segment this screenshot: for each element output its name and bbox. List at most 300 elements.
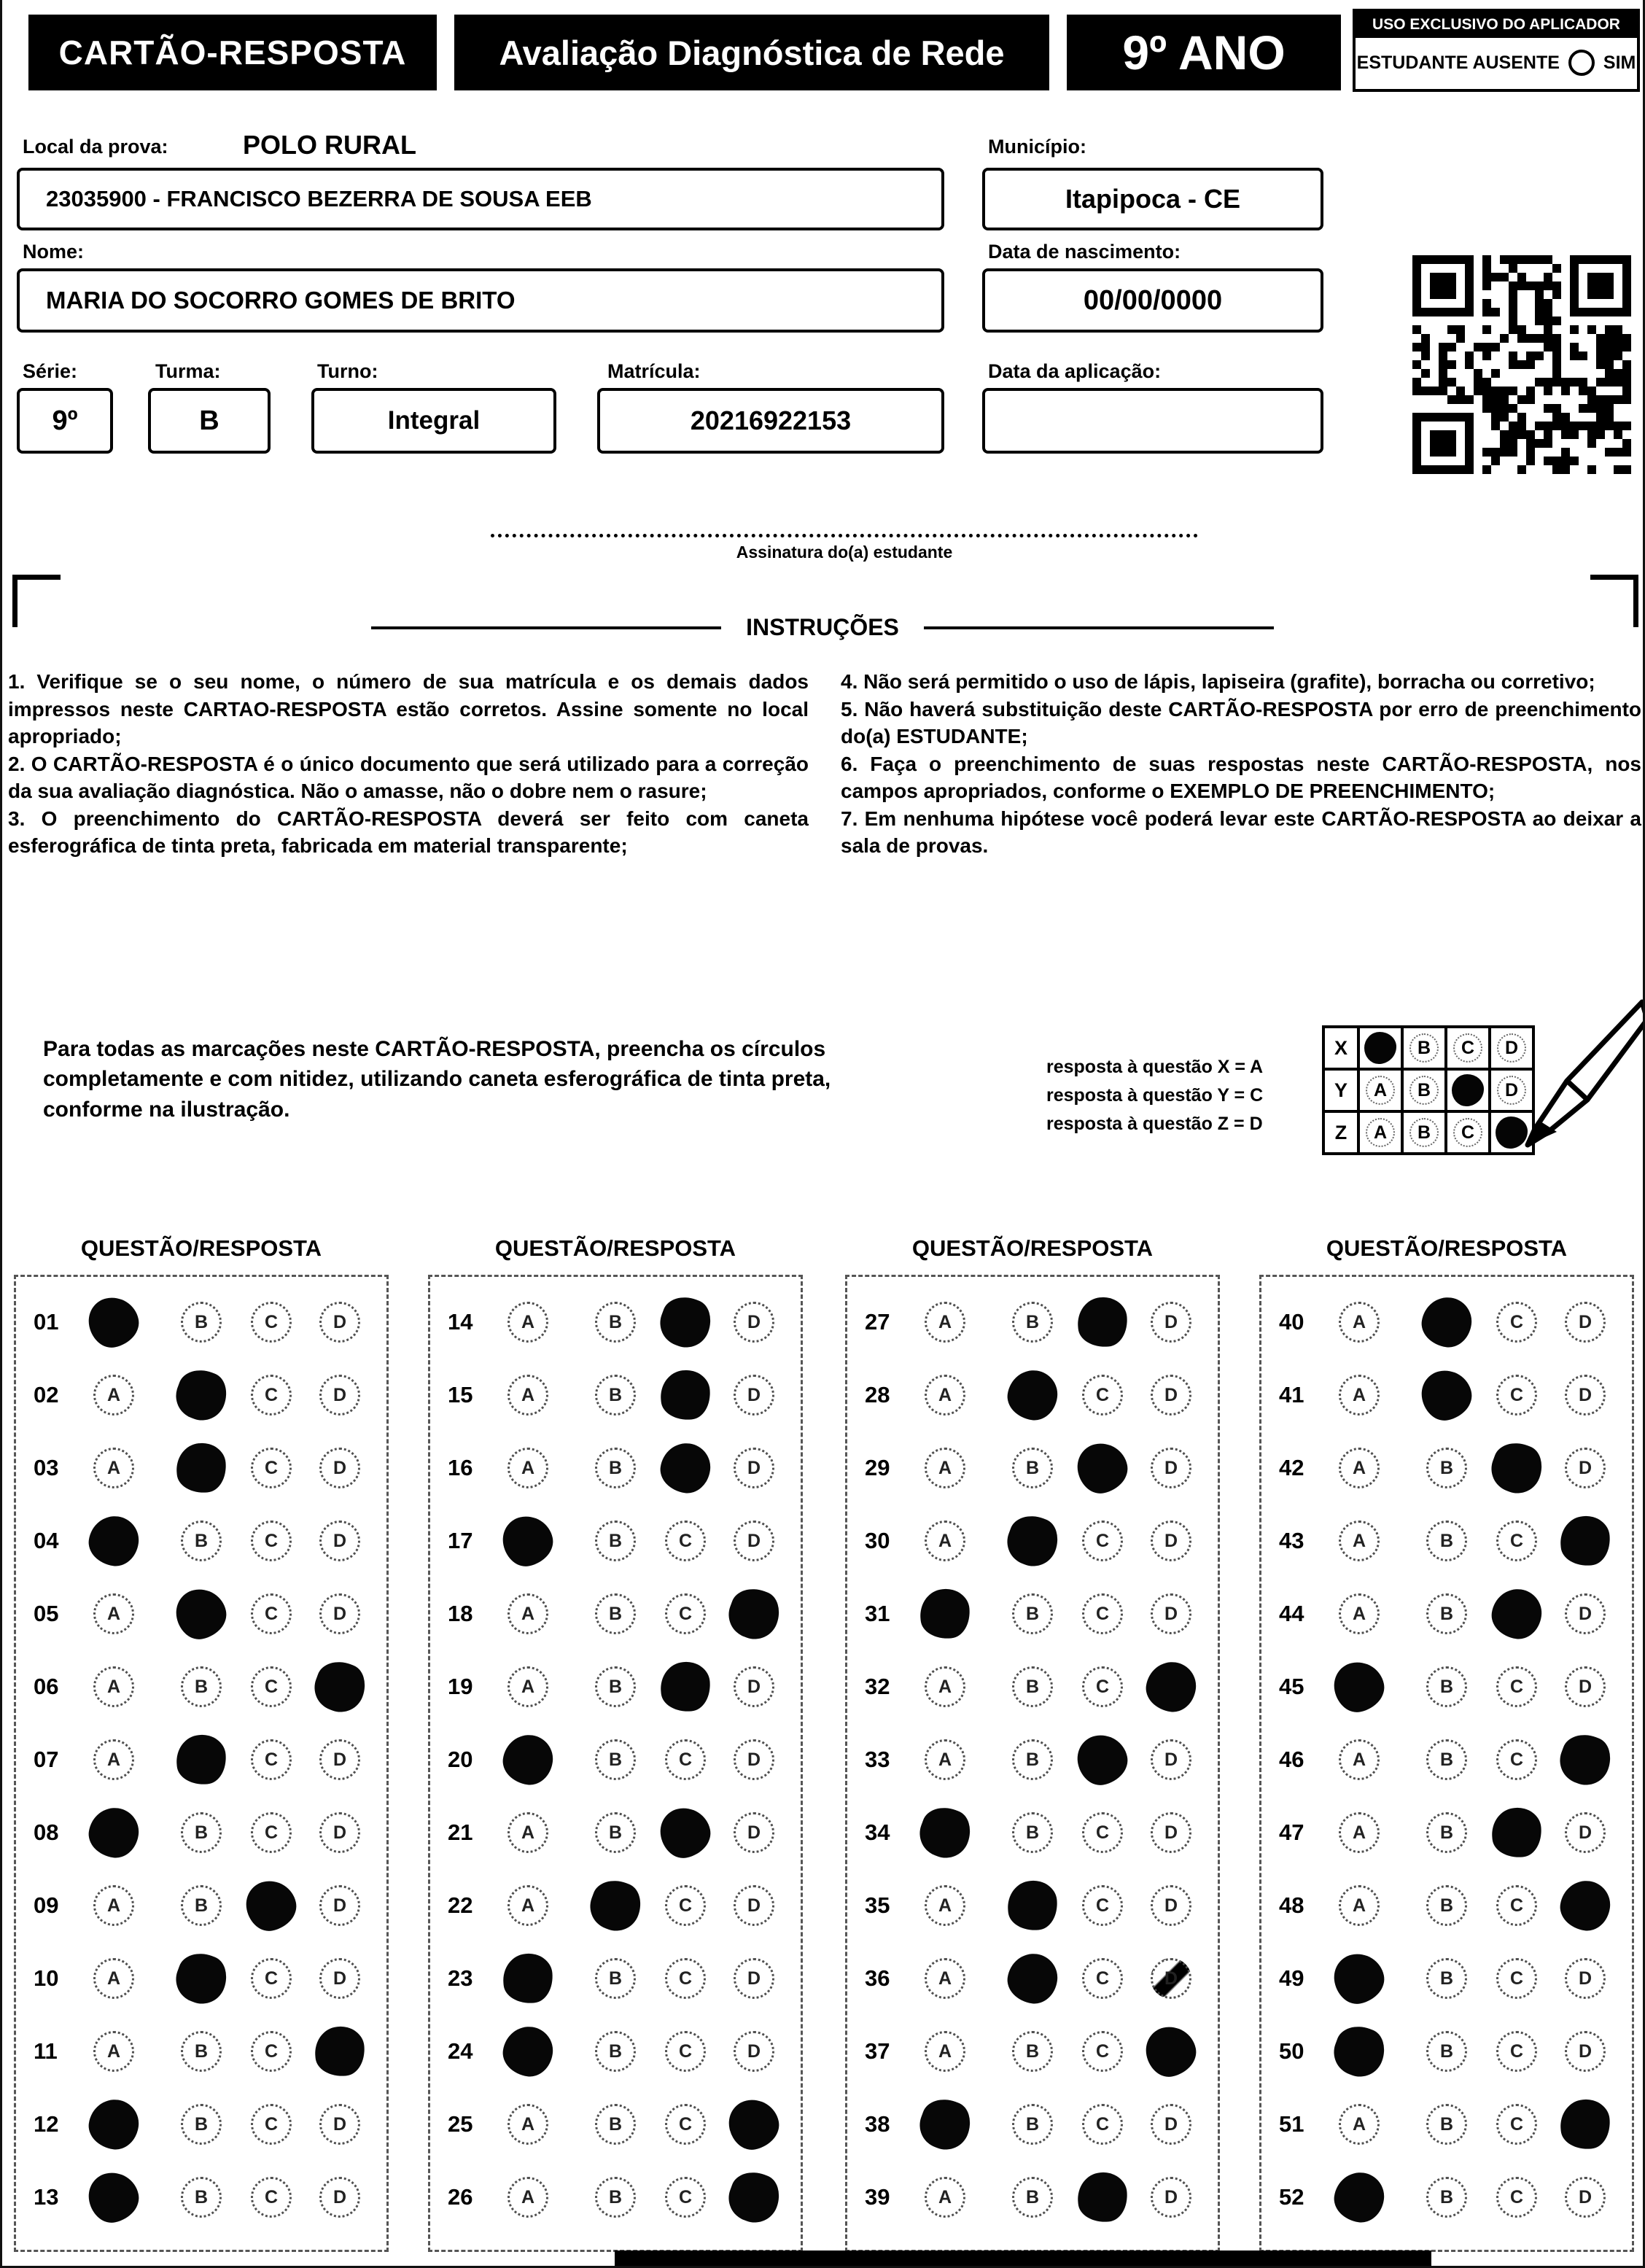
answer-bubble[interactable]: B xyxy=(181,1885,222,1926)
question-number: 12 xyxy=(34,2111,59,2137)
answer-bubble[interactable]: A xyxy=(508,2177,548,2218)
answer-bubble[interactable]: D xyxy=(1565,1958,1606,1999)
filled-answer-bubble[interactable] xyxy=(722,1582,785,1645)
student-absent-option: SIM xyxy=(1603,52,1636,73)
answer-bubble[interactable]: A xyxy=(1339,1521,1380,1561)
filled-answer-bubble[interactable] xyxy=(86,1513,142,1569)
answer-bubble[interactable]: C xyxy=(251,2031,292,2072)
filled-answer-bubble[interactable] xyxy=(658,1440,714,1496)
question-number: 05 xyxy=(34,1601,59,1626)
filled-answer-bubble[interactable] xyxy=(169,1946,233,2010)
question-number: 52 xyxy=(1279,2184,1304,2210)
answer-bubble[interactable]: C xyxy=(1082,1666,1123,1707)
answer-bubble[interactable]: A xyxy=(1339,1739,1380,1780)
answer-bubble[interactable]: D xyxy=(1565,1448,1606,1488)
answer-column-header: QUESTÃO/RESPOSTA xyxy=(80,1235,322,1261)
answer-bubble[interactable]: B xyxy=(1012,1448,1053,1488)
answer-bubble[interactable]: B xyxy=(595,1521,636,1561)
answer-column-box xyxy=(1259,1275,1634,2252)
answer-bubble[interactable]: B xyxy=(595,1302,636,1343)
answer-bubble[interactable]: A xyxy=(508,1448,548,1488)
answer-bubble[interactable]: D xyxy=(734,1812,774,1853)
answer-bubble[interactable]: A xyxy=(508,1666,548,1707)
answer-bubble[interactable]: C xyxy=(251,1666,292,1707)
question-number: 45 xyxy=(1279,1674,1304,1699)
answer-bubble[interactable]: C xyxy=(1082,1375,1123,1415)
local-value: POLO RURAL xyxy=(243,130,416,160)
answer-bubble[interactable]: B xyxy=(595,1739,636,1780)
filled-answer-bubble[interactable] xyxy=(174,1733,228,1787)
answer-bubble[interactable]: C xyxy=(251,2177,292,2218)
signature-label: Assinatura do(a) estudante xyxy=(736,543,953,562)
option-letter: A xyxy=(1366,1118,1395,1147)
answer-bubble[interactable]: A xyxy=(925,1885,965,1926)
question-number: 13 xyxy=(34,2184,59,2210)
answer-bubble[interactable]: C xyxy=(1496,2031,1537,2072)
answer-bubble[interactable]: A xyxy=(925,1739,965,1780)
answer-bubble[interactable]: B xyxy=(1012,2177,1053,2218)
answer-bubble[interactable]: C xyxy=(1496,2104,1537,2145)
answer-bubble[interactable]: B xyxy=(1012,1739,1053,1780)
scan-bottom-bar xyxy=(615,2250,1431,2267)
answer-bubble[interactable]: C xyxy=(1496,2177,1537,2218)
answer-bubble[interactable]: B xyxy=(1426,2177,1467,2218)
filled-answer-bubble[interactable] xyxy=(583,1873,647,1937)
option-letter: C xyxy=(1453,1033,1482,1063)
answer-bubble[interactable]: B xyxy=(595,1958,636,1999)
filled-answer-bubble[interactable] xyxy=(1330,1949,1389,2008)
answer-bubble[interactable]: A xyxy=(93,2031,134,2072)
question-number: 07 xyxy=(34,1747,59,1772)
answer-column xyxy=(845,1235,1220,2252)
answer-bubble[interactable]: B xyxy=(181,1302,222,1343)
answer-bubble[interactable]: B xyxy=(1012,1812,1053,1853)
turno-value: Integral xyxy=(387,406,481,435)
answer-bubble[interactable]: B xyxy=(1426,1666,1467,1707)
answer-bubble[interactable]: D xyxy=(1565,1812,1606,1853)
student-absent-label: ESTUDANTE AUSENTE xyxy=(1356,52,1560,73)
question-number: 14 xyxy=(448,1309,473,1335)
instruction-item: 1. Verifique se o seu nome, o número de sua matrícula e os demais dados impressos neste CARTAO-RESPOSTA estão corretos. Assine somente no local apropriado; xyxy=(8,670,809,748)
answer-bubble[interactable]: C xyxy=(251,1448,292,1488)
answer-bubble[interactable]: D xyxy=(734,1739,774,1780)
option-letter: D xyxy=(1497,1076,1526,1105)
question-row xyxy=(430,2015,801,2088)
answer-bubble[interactable]: C xyxy=(251,1593,292,1634)
answer-bubble[interactable]: A xyxy=(508,1812,548,1853)
answer-bubble[interactable]: C xyxy=(1082,2031,1123,2072)
answer-bubble[interactable]: A xyxy=(508,1375,548,1415)
answer-bubble[interactable]: B xyxy=(595,2031,636,2072)
filled-answer-bubble[interactable] xyxy=(913,2092,976,2156)
answer-bubble[interactable]: D xyxy=(1151,1375,1191,1415)
answer-bubble[interactable]: A xyxy=(508,1593,548,1634)
answer-bubble[interactable]: B xyxy=(181,1666,222,1707)
answer-bubble[interactable]: A xyxy=(1339,1302,1380,1343)
answer-bubble[interactable]: C xyxy=(1082,1812,1123,1853)
question-number: 48 xyxy=(1279,1892,1304,1918)
answer-bubble[interactable]: B xyxy=(595,1593,636,1634)
sheet-title: CARTÃO-RESPOSTA xyxy=(28,15,437,90)
filled-answer-bubble[interactable] xyxy=(1490,1806,1544,1860)
answer-bubble[interactable]: A xyxy=(93,1666,134,1707)
answer-bubble[interactable]: A xyxy=(925,2031,965,2072)
filled-answer-bubble[interactable] xyxy=(169,1363,233,1426)
answer-bubble[interactable]: D xyxy=(734,2031,774,2072)
answer-bubble[interactable]: B xyxy=(595,1448,636,1488)
answer-bubble[interactable]: B xyxy=(1012,1593,1053,1634)
question-row xyxy=(430,1869,801,1942)
answer-bubble[interactable]: C xyxy=(1082,2104,1123,2145)
answer-bubble[interactable]: C xyxy=(665,2177,706,2218)
answer-bubble[interactable]: D xyxy=(319,1302,360,1343)
answer-bubble[interactable]: D xyxy=(319,1739,360,1780)
question-number: 21 xyxy=(448,1820,473,1845)
answer-bubble[interactable]: B xyxy=(595,1375,636,1415)
answer-bubble[interactable]: B xyxy=(1426,1812,1467,1853)
question-number: 20 xyxy=(448,1747,473,1772)
answer-bubble[interactable]: B xyxy=(181,1521,222,1561)
answer-bubble[interactable]: A xyxy=(925,1666,965,1707)
answer-bubble[interactable]: A xyxy=(925,1302,965,1343)
answer-bubble[interactable]: B xyxy=(181,1812,222,1853)
answer-bubble[interactable]: C xyxy=(1496,1739,1537,1780)
question-number: 49 xyxy=(1279,1965,1304,1991)
answer-bubble[interactable]: D xyxy=(1565,1593,1606,1634)
question-number: 04 xyxy=(34,1528,59,1553)
scribbled-answer-bubble[interactable]: D xyxy=(1151,1958,1191,1999)
answer-bubble[interactable]: C xyxy=(1082,1885,1123,1926)
filled-answer-bubble[interactable] xyxy=(172,1585,231,1644)
answer-bubble[interactable]: C xyxy=(251,2104,292,2145)
instructions-body xyxy=(8,668,1641,860)
answer-bubble[interactable]: D xyxy=(1151,1593,1191,1634)
filled-answer-bubble[interactable] xyxy=(313,2024,367,2078)
answer-bubble[interactable]: A xyxy=(93,1739,134,1780)
filled-answer-bubble[interactable] xyxy=(85,1293,144,1352)
filled-answer-bubble[interactable] xyxy=(1558,2097,1612,2151)
answer-bubble[interactable]: A xyxy=(508,2104,548,2145)
answer-bubble[interactable]: C xyxy=(665,1885,706,1926)
filled-answer-bubble[interactable] xyxy=(725,2095,784,2154)
answer-bubble[interactable]: B xyxy=(1012,2031,1053,2072)
fill-example-cell xyxy=(1402,1027,1446,1069)
answer-bubble[interactable]: A xyxy=(1339,1375,1380,1415)
turno-label: Turno: xyxy=(317,360,378,382)
question-row xyxy=(847,1869,1218,1942)
answer-bubble[interactable]: D xyxy=(1565,1375,1606,1415)
answer-bubble[interactable]: C xyxy=(1496,1521,1537,1561)
question-number: 11 xyxy=(34,2038,58,2064)
question-row xyxy=(16,1723,386,1796)
answer-bubble[interactable]: D xyxy=(1151,1521,1191,1561)
answer-bubble[interactable]: C xyxy=(665,2031,706,2072)
question-number: 31 xyxy=(865,1601,890,1626)
instructions-title: INSTRUÇÕES xyxy=(746,614,899,640)
answer-bubble[interactable]: A xyxy=(93,1375,134,1415)
answer-bubble[interactable]: C xyxy=(251,1958,292,1999)
local-label: Local da prova: xyxy=(23,136,168,158)
answer-bubble[interactable]: B xyxy=(1012,1302,1053,1343)
filled-answer-bubble[interactable] xyxy=(1419,1294,1475,1351)
answer-bubble[interactable]: D xyxy=(1151,2177,1191,2218)
fill-example-cell xyxy=(1402,1111,1446,1154)
question-row xyxy=(16,2015,386,2088)
answer-bubble[interactable]: D xyxy=(1565,2031,1606,2072)
filled-answer-bubble[interactable] xyxy=(1076,1295,1129,1349)
question-row xyxy=(16,1650,386,1723)
answer-bubble[interactable]: B xyxy=(595,1812,636,1853)
question-row xyxy=(1261,1869,1632,1942)
filled-answer-bubble[interactable] xyxy=(1558,1514,1612,1568)
filled-answer-bubble[interactable] xyxy=(1073,1731,1132,1790)
filled-answer-bubble[interactable] xyxy=(1418,1366,1477,1425)
filled-answer-bubble[interactable] xyxy=(1000,1509,1064,1572)
applicator-exclusive-box xyxy=(1353,9,1640,92)
filled-answer-bubble[interactable] xyxy=(1006,1879,1059,1933)
question-row xyxy=(430,1650,801,1723)
question-row xyxy=(430,1504,801,1577)
question-number: 35 xyxy=(865,1892,890,1918)
answer-bubble[interactable]: D xyxy=(1151,1812,1191,1853)
question-row xyxy=(16,1796,386,1869)
answer-bubble[interactable]: A xyxy=(1339,1812,1380,1853)
filled-answer-bubble[interactable] xyxy=(242,1876,301,1935)
signature-line[interactable] xyxy=(491,534,1198,537)
answer-bubble[interactable]: C xyxy=(251,1302,292,1343)
answer-bubble[interactable]: D xyxy=(319,1812,360,1853)
divider-line xyxy=(371,626,721,629)
option-letter: D xyxy=(1497,1033,1526,1063)
answer-bubble[interactable]: C xyxy=(665,1593,706,1634)
answer-bubble[interactable]: B xyxy=(1426,1521,1467,1561)
filled-answer-bubble[interactable] xyxy=(1553,1728,1617,1791)
answer-bubble[interactable]: A xyxy=(1339,1448,1380,1488)
fill-example-row-label: Y xyxy=(1323,1069,1358,1111)
answer-bubble[interactable]: B xyxy=(1012,1666,1053,1707)
answer-bubble[interactable]: D xyxy=(734,1958,774,1999)
filled-answer-bubble[interactable] xyxy=(86,1805,142,1861)
divider-line xyxy=(924,626,1274,629)
filled-answer-bubble[interactable] xyxy=(1489,1586,1545,1642)
answer-bubble[interactable]: A xyxy=(93,1448,134,1488)
answer-bubble[interactable]: A xyxy=(93,1593,134,1634)
answer-bubble[interactable]: D xyxy=(734,1666,774,1707)
filled-answer-bubble[interactable] xyxy=(918,1587,972,1641)
question-row xyxy=(847,1432,1218,1504)
answer-bubble[interactable]: D xyxy=(734,1375,774,1415)
student-absent-bubble[interactable] xyxy=(1568,50,1595,76)
question-number: 40 xyxy=(1279,1309,1304,1335)
answer-bubble[interactable]: C xyxy=(1496,1302,1537,1343)
answer-bubble[interactable]: C xyxy=(665,1958,706,1999)
question-row xyxy=(1261,1286,1632,1359)
answer-bubble[interactable]: D xyxy=(1151,1302,1191,1343)
answer-bubble[interactable]: A xyxy=(1339,2104,1380,2145)
question-row xyxy=(430,1577,801,1650)
filled-answer-bubble[interactable] xyxy=(85,2168,144,2227)
municipio-value: Itapipoca - CE xyxy=(1065,184,1241,214)
filled-answer-bubble[interactable] xyxy=(500,2024,556,2080)
answer-bubble[interactable]: D xyxy=(734,1448,774,1488)
answer-bubble[interactable]: D xyxy=(319,2104,360,2145)
answer-bubble[interactable]: B xyxy=(1426,1593,1467,1634)
answer-bubble[interactable]: C xyxy=(1082,1593,1123,1634)
question-row xyxy=(16,2161,386,2234)
answer-bubble[interactable]: A xyxy=(925,1958,965,1999)
question-row xyxy=(16,1942,386,2015)
filled-answer-bubble[interactable] xyxy=(1142,2022,1201,2081)
answer-bubble[interactable]: C xyxy=(1496,1958,1537,1999)
filled-answer-bubble[interactable] xyxy=(1005,1367,1061,1424)
answer-bubble[interactable]: C xyxy=(251,1375,292,1415)
filled-answer-bubble[interactable] xyxy=(1331,2170,1388,2226)
filled-answer-bubble[interactable] xyxy=(1073,1439,1132,1498)
filled-answer-bubble[interactable] xyxy=(1076,2170,1129,2224)
answer-bubble[interactable]: D xyxy=(734,1885,774,1926)
answer-bubble[interactable]: D xyxy=(1151,1448,1191,1488)
answer-bubble[interactable]: C xyxy=(665,1521,706,1561)
answer-bubble[interactable]: C xyxy=(1496,1375,1537,1415)
question-number: 30 xyxy=(865,1528,890,1553)
serie-field xyxy=(17,388,113,454)
turno-field xyxy=(311,388,556,454)
question-row xyxy=(430,2088,801,2161)
answer-column xyxy=(428,1235,803,2252)
question-number: 47 xyxy=(1279,1820,1304,1845)
grade-badge: 9º ANO xyxy=(1067,15,1341,90)
answer-bubble[interactable]: B xyxy=(181,2031,222,2072)
answer-bubble[interactable]: A xyxy=(925,1521,965,1561)
answer-bubble[interactable]: D xyxy=(734,1302,774,1343)
answer-bubble[interactable]: C xyxy=(251,1812,292,1853)
answer-bubble[interactable]: D xyxy=(319,2177,360,2218)
answer-bubble[interactable]: D xyxy=(319,1521,360,1561)
question-row xyxy=(430,2161,801,2234)
answer-bubble[interactable]: A xyxy=(925,2177,965,2218)
answer-bubble[interactable]: B xyxy=(181,2104,222,2145)
answer-bubble[interactable]: B xyxy=(1426,1958,1467,1999)
answer-bubble[interactable]: A xyxy=(508,1885,548,1926)
aplicacao-label: Data da aplicação: xyxy=(988,360,1162,382)
fill-example-legend-line: resposta à questão X = A xyxy=(1046,1057,1264,1077)
question-number: 17 xyxy=(448,1528,473,1553)
filled-answer-bubble[interactable] xyxy=(308,1655,371,1718)
filled-answer-bubble[interactable] xyxy=(1330,1658,1389,1717)
answer-bubble[interactable]: B xyxy=(595,1666,636,1707)
answer-bubble[interactable]: D xyxy=(1151,1885,1191,1926)
pen-icon xyxy=(1465,996,1645,1164)
filled-answer-bubble[interactable] xyxy=(1143,1659,1199,1715)
answer-bubble[interactable]: B xyxy=(595,2177,636,2218)
filled-answer-bubble[interactable] xyxy=(499,1512,558,1571)
answer-bubble[interactable]: B xyxy=(181,2177,222,2218)
answer-bubble[interactable]: D xyxy=(1565,1666,1606,1707)
question-row xyxy=(16,1869,386,1942)
answer-bubble[interactable]: D xyxy=(1565,2177,1606,2218)
answer-bubble[interactable]: D xyxy=(319,1448,360,1488)
answer-bubble[interactable]: A xyxy=(925,1448,965,1488)
answer-bubble[interactable]: B xyxy=(1426,1739,1467,1780)
answer-bubble[interactable]: A xyxy=(93,1958,134,1999)
question-number: 33 xyxy=(865,1747,890,1772)
question-row xyxy=(1261,1577,1632,1650)
question-number: 36 xyxy=(865,1965,890,1991)
filled-answer-bubble[interactable] xyxy=(174,1441,228,1495)
school-field xyxy=(17,168,944,230)
filled-answer-bubble[interactable] xyxy=(1005,1951,1061,2007)
question-row xyxy=(16,1359,386,1432)
question-row xyxy=(430,1723,801,1796)
filled-answer-bubble[interactable] xyxy=(501,1952,555,2005)
answer-bubble[interactable]: B xyxy=(1426,1448,1467,1488)
answer-bubble[interactable]: D xyxy=(319,1958,360,1999)
filled-answer-bubble[interactable] xyxy=(658,1660,712,1714)
answer-column-header: QUESTÃO/RESPOSTA xyxy=(911,1235,1154,1261)
answer-bubble[interactable]: D xyxy=(319,1593,360,1634)
answer-bubble[interactable]: D xyxy=(319,1885,360,1926)
answer-bubble[interactable]: C xyxy=(251,1521,292,1561)
filled-answer-bubble[interactable] xyxy=(722,2165,785,2229)
answer-bubble[interactable]: C xyxy=(665,1739,706,1780)
answer-bubble[interactable]: D xyxy=(1565,1302,1606,1343)
answer-bubble[interactable]: D xyxy=(1151,2104,1191,2145)
nascimento-field xyxy=(982,268,1323,333)
answer-bubble[interactable]: A xyxy=(508,1302,548,1343)
answer-bubble[interactable]: B xyxy=(1426,2031,1467,2072)
answer-bubble[interactable]: C xyxy=(1496,1666,1537,1707)
fill-example-legend-line: resposta à questão Y = C xyxy=(1046,1084,1264,1106)
municipio-label: Município: xyxy=(988,136,1086,158)
instructions-right-column xyxy=(841,668,1641,860)
question-row xyxy=(1261,2088,1632,2161)
answer-bubble[interactable]: B xyxy=(1426,2104,1467,2145)
filled-answer-bubble[interactable] xyxy=(1558,1878,1614,1934)
answer-bubble[interactable]: A xyxy=(1339,1593,1380,1634)
filled-answer-bubble[interactable] xyxy=(653,1290,717,1354)
answer-bubble[interactable]: A xyxy=(1339,1885,1380,1926)
question-number: 26 xyxy=(448,2184,473,2210)
answer-bubble[interactable]: C xyxy=(1496,1885,1537,1926)
answer-bubble[interactable]: C xyxy=(665,2104,706,2145)
answer-bubble[interactable]: D xyxy=(734,1521,774,1561)
filled-answer-bubble[interactable] xyxy=(913,1801,976,1864)
filled-answer-bubble[interactable] xyxy=(658,1368,712,1422)
question-number: 25 xyxy=(448,2111,473,2137)
question-number: 28 xyxy=(865,1382,890,1407)
answer-bubble[interactable]: B xyxy=(595,2104,636,2145)
question-row xyxy=(1261,1650,1632,1723)
answer-bubble[interactable]: B xyxy=(1012,2104,1053,2145)
answer-bubble[interactable]: D xyxy=(1151,1739,1191,1780)
answer-bubble[interactable]: B xyxy=(1426,1885,1467,1926)
question-row xyxy=(1261,1723,1632,1796)
filled-answer-bubble[interactable] xyxy=(1327,2019,1391,2083)
answer-bubble[interactable]: C xyxy=(1082,1958,1123,1999)
answer-bubble[interactable]: C xyxy=(1082,1521,1123,1561)
filled-answer-bubble[interactable] xyxy=(500,1732,556,1788)
fill-example-legend-line: resposta à questão Z = D xyxy=(1046,1113,1263,1134)
answer-bubble[interactable]: D xyxy=(319,1375,360,1415)
answer-bubble[interactable]: A xyxy=(925,1375,965,1415)
filled-answer-bubble[interactable] xyxy=(86,2097,142,2153)
question-number: 37 xyxy=(865,2038,890,2064)
answer-bubble[interactable]: A xyxy=(93,1885,134,1926)
filled-answer-bubble[interactable] xyxy=(1485,1436,1548,1499)
answer-bubble[interactable]: C xyxy=(251,1739,292,1780)
filled-answer-bubble[interactable] xyxy=(656,1803,715,1863)
matricula-label: Matrícula: xyxy=(607,360,701,382)
